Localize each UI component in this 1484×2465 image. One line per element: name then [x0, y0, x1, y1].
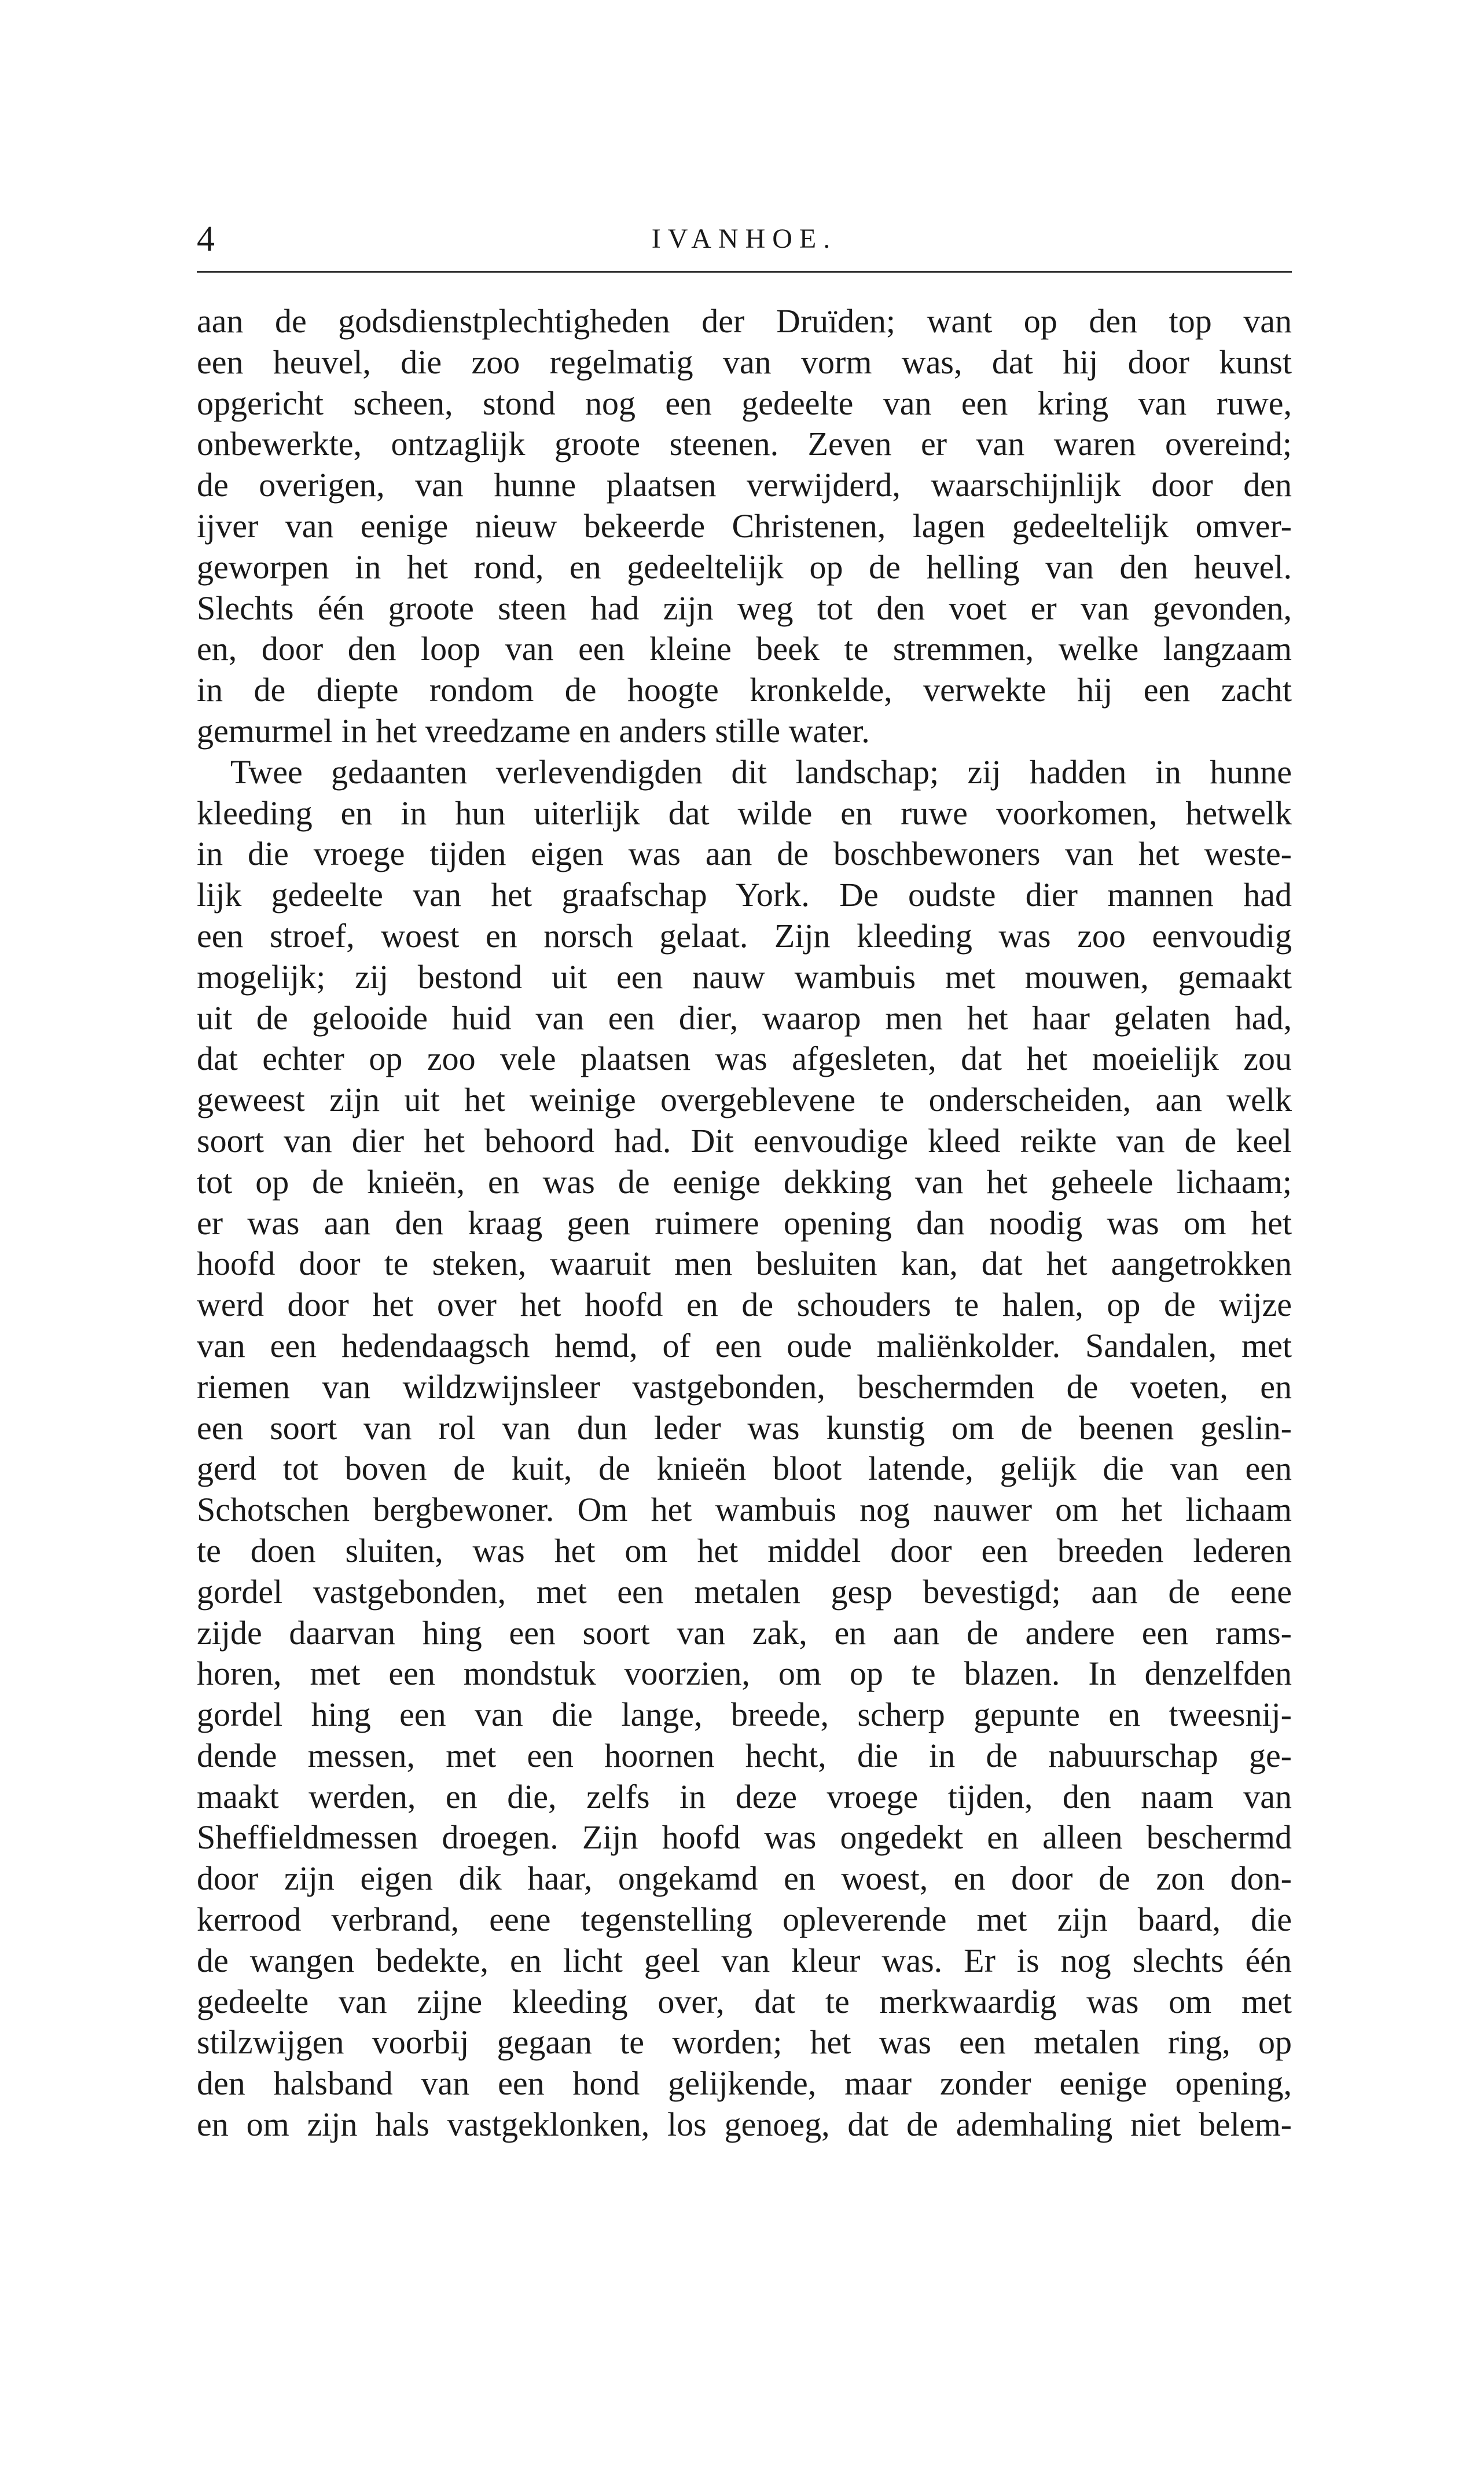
text-line: de overigen, van hunne plaatsen verwijderd, waarschijnlijk door den: [197, 466, 1292, 504]
text-line: een stroef, woest en norsch gelaat. Zijn kleeding was zoo eenvoudig: [197, 916, 1292, 955]
text-line: horen, met een mondstuk voorzien, om op te blazen. In denzelfden: [197, 1655, 1292, 1693]
text-line: Schotschen bergbewoner. Om het wambuis nog nauwer om het lichaam: [197, 1491, 1292, 1529]
text-line: geworpen in het rond, en gedeeltelijk op de helling van den heuvel.: [197, 548, 1292, 586]
text-line: Slechts één groote steen had zijn weg tot den voet er van gevonden,: [197, 589, 1292, 627]
text-line: werd door het over het hoofd en de schouders te halen, op de wijze: [197, 1286, 1292, 1324]
text-line: gedeelte van zijne kleeding over, dat te merkwaardig was om met: [197, 1982, 1292, 2020]
text-line: en, door den loop van een kleine beek te stremmen, welke langzaam: [197, 630, 1292, 668]
page-number: 4: [197, 219, 215, 259]
text-line: en om zijn hals vastgeklonken, los genoeg, dat de ademhaling niet belem-: [197, 2105, 1292, 2144]
text-line: riemen van wildzwijnsleer vastgebonden, beschermden de voeten, en: [197, 1367, 1292, 1406]
text-line: te doen sluiten, was het om het middel door een breeden lederen: [197, 1531, 1292, 1569]
text-line: een heuvel, die zoo regelmatig van vorm was, dat hij door kunst: [197, 343, 1292, 381]
text-line: dat echter op zoo vele plaatsen was afgesleten, dat het moeielijk zou: [197, 1040, 1292, 1078]
text-line: lijk gedeelte van het graafschap York. De oudste dier mannen had: [197, 876, 1292, 914]
text-line: in de diepte rondom de hoogte kronkelde, verwekte hij een zacht: [197, 671, 1292, 709]
paragraph-first-line: Twee gedaanten verlevendigden dit landschap; zij hadden in hunne: [230, 753, 1292, 791]
text-line: een soort van rol van dun leder was kunstig om de beenen geslin-: [197, 1408, 1292, 1447]
running-head: [197, 213, 1292, 265]
text-line: van een hedendaagsch hemd, of een oude maliënkolder. Sandalen, met: [197, 1326, 1292, 1364]
text-line: onbewerkte, ontzaglijk groote steenen. Zeven er van waren overeind;: [197, 425, 1292, 463]
text-line: opgericht scheen, stond nog een gedeelte van een kring van ruwe,: [197, 384, 1292, 422]
text-line: zijde daarvan hing een soort van zak, en aan de andere een rams-: [197, 1613, 1292, 1652]
header-rule: [197, 271, 1292, 273]
body-text: [197, 301, 1292, 2145]
text-line: geweest zijn uit het weinige overgeblevene te onderscheiden, aan welk: [197, 1081, 1292, 1119]
text-line: gordel hing een van die lange, breede, scherp gepunte en tweesnij-: [197, 1696, 1292, 1734]
text-line: er was aan den kraag geen ruimere opening dan noodig was om het: [197, 1204, 1292, 1242]
text-line: uit de gelooide huid van een dier, waarop men het haar gelaten had,: [197, 999, 1292, 1037]
text-line: mogelijk; zij bestond uit een nauw wambuis met mouwen, gemaakt: [197, 958, 1292, 996]
text-line: kerrood verbrand, eene tegenstelling opleverende met zijn baard, die: [197, 1901, 1292, 1939]
text-line: hoofd door te steken, waaruit men besluiten kan, dat het aangetrokken: [197, 1245, 1292, 1283]
text-line: den halsband van een hond gelijkende, maar zonder eenige opening,: [197, 2064, 1292, 2103]
running-title: IVANHOE.: [651, 223, 837, 254]
text-line: maakt werden, en die, zelfs in deze vroege tijden, den naam van: [197, 1777, 1292, 1815]
text-line: gerd tot boven de kuit, de knieën bloot latende, gelijk die van een: [197, 1450, 1292, 1488]
text-line: tot op de knieën, en was de eenige dekking van het geheele lichaam;: [197, 1162, 1292, 1201]
text-line: Sheffieldmessen droegen. Zijn hoofd was ongedekt en alleen beschermd: [197, 1818, 1292, 1857]
text-line: stilzwijgen voorbij gegaan te worden; het was een metalen ring, op: [197, 2023, 1292, 2061]
text-line: de wangen bedekte, en licht geel van kleur was. Er is nog slechts één: [197, 1941, 1292, 1979]
text-line: kleeding en in hun uiterlijk dat wilde en ruwe voorkomen, hetwelk: [197, 794, 1292, 832]
text-line: dende messen, met een hoornen hecht, die in de nabuurschap ge-: [197, 1736, 1292, 1774]
text-line: soort van dier het behoord had. Dit eenvoudige kleed reikte van de keel: [197, 1121, 1292, 1160]
text-line: in die vroege tijden eigen was aan de boschbewoners van het weste-: [197, 835, 1292, 873]
text-line: gemurmel in het vreedzame en anders stille water.: [197, 711, 870, 750]
text-line: door zijn eigen dik haar, ongekamd en woest, en door de zon don-: [197, 1859, 1292, 1898]
text-line: ijver van eenige nieuw bekeerde Christenen, lagen gedeeltelijk omver-: [197, 507, 1292, 545]
text-line: gordel vastgebonden, met een metalen gesp bevestigd; aan de eene: [197, 1572, 1292, 1611]
text-line: aan de godsdienstplechtigheden der Druïden; want op den top van: [197, 302, 1292, 340]
